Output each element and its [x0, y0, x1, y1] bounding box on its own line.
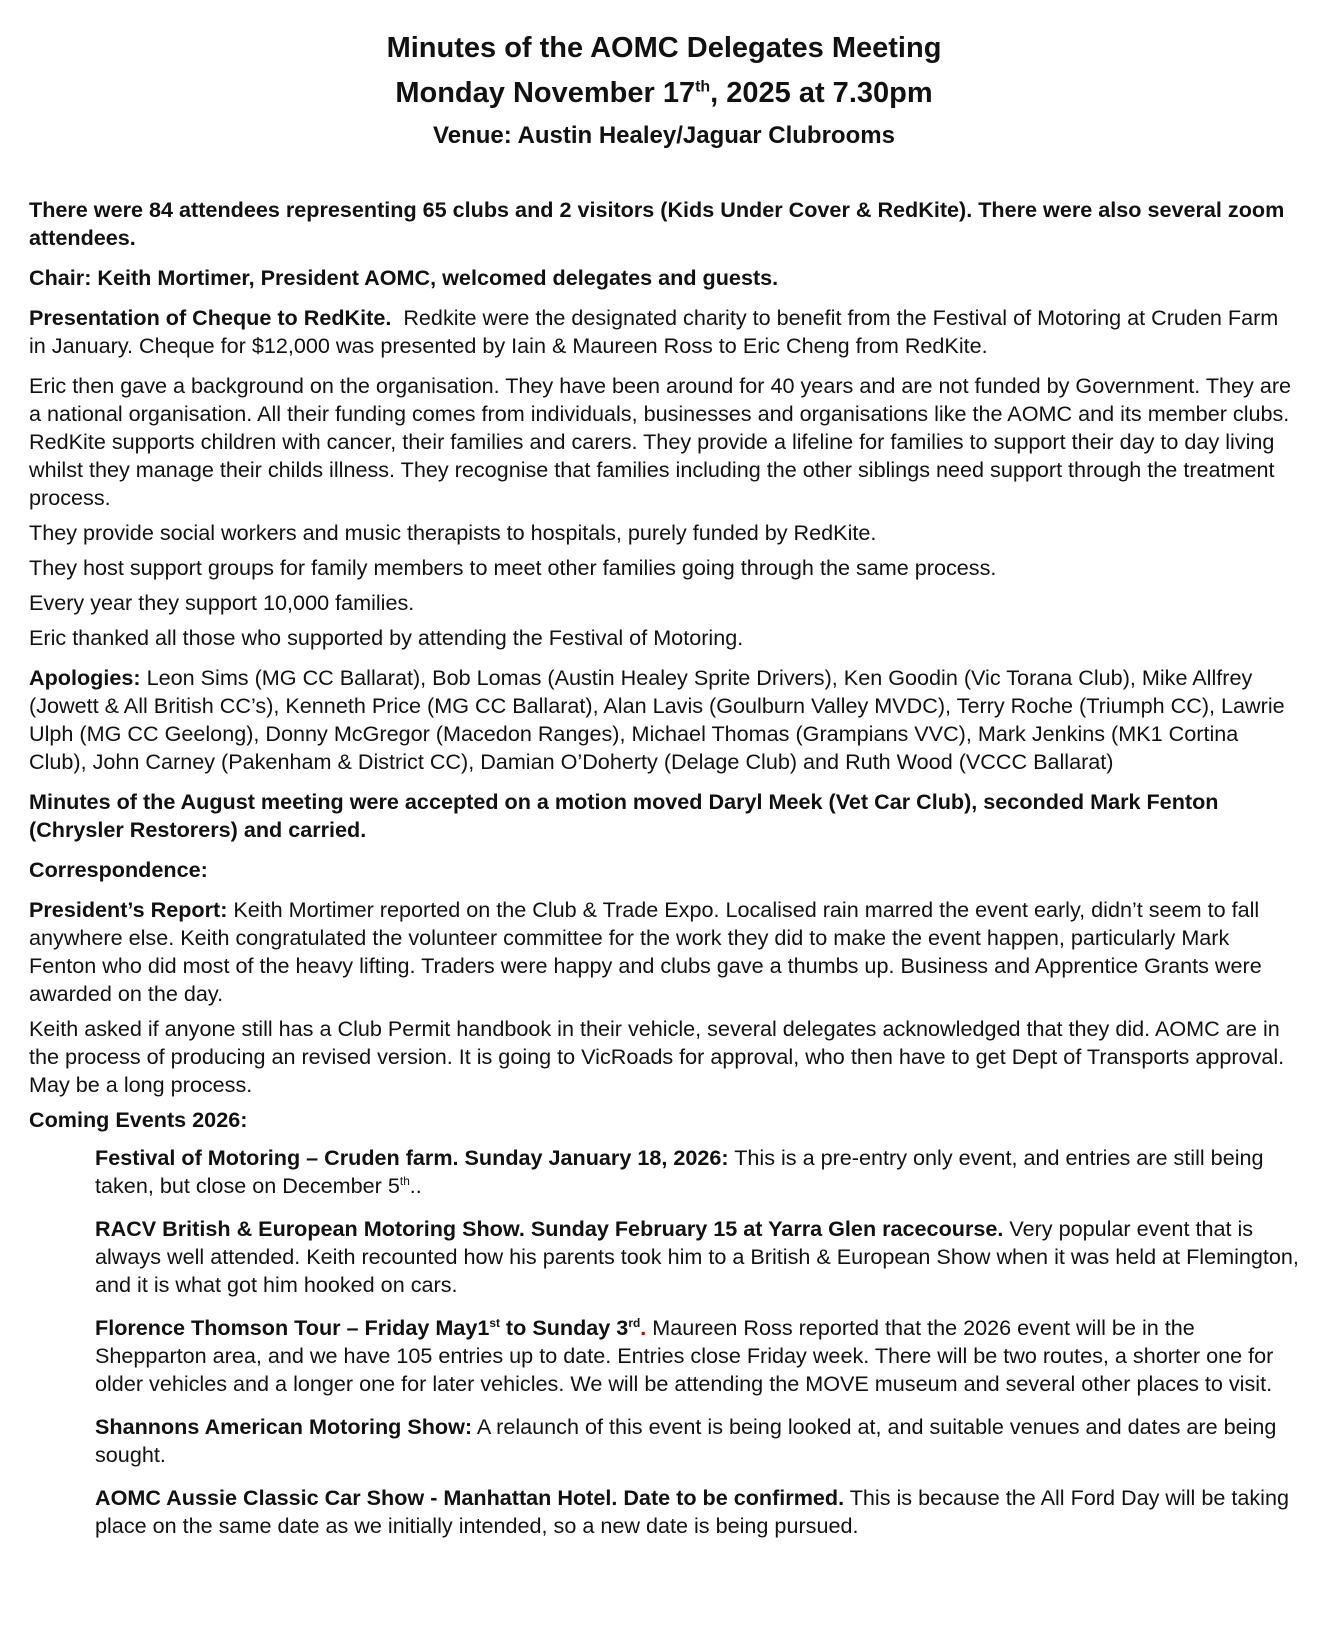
chair-paragraph: Chair: Keith Mortimer, President AOMC, welcomed delegates and guests. — [29, 265, 779, 290]
cheque-heading: Presentation of Cheque to RedKite. — [29, 305, 392, 330]
minutes-body — [29, 196, 1299, 1540]
event-festival-of-motoring: Festival of Motoring – Cruden farm. Sunday January 18, 2026: This is a pre-entry only event, and entries are still being taken, but close on December 5th.. — [95, 1145, 1264, 1198]
apologies-paragraph: Apologies: Leon Sims (MG CC Ballarat), Bob Lomas (Austin Healey Sprite Drivers), Ken Goodin (Vic Torana Club), Mike Allfrey (Jowett & All British CC’s), Kenneth Price (MG CC Ballarat), Alan Lavis (Goulburn Valley MVDC), Terry Roche (Triumph CC), Lawrie Ulph (MG CC Geelong), Donny McGregor (Macedon Ranges), Michael Thomas (Grampians VVC), Mark Jenkins (MK1 Cortina Club), John Carney (Pakenham & District CC), Damian O’Doherty (Delage Club) and Ruth Wood (VCCC Ballarat) — [29, 665, 1285, 774]
president-report-paragraph: President’s Report: Keith Mortimer reported on the Club & Trade Expo. Localised rain marred the event early, didn’t seem to fall anywhere else. Keith congratulated the volunteer committee for the work they did to make the event happen, particularly Mark Fenton who did most of the heavy lifting. Traders were happy and clubs gave a thumbs up. Business and Apprentice Grants were awarded on the day. — [29, 897, 1262, 1006]
meeting-venue: Venue: Austin Healey/Jaguar Clubrooms — [433, 122, 895, 149]
redkite-thanks-paragraph: Eric thanked all those who supported by attending the Festival of Motoring. — [29, 625, 744, 650]
document-title: Minutes of the AOMC Delegates Meeting — [386, 32, 942, 64]
minutes-motion-paragraph: Minutes of the August meeting were accepted on a motion moved Daryl Meek (Vet Car Club), seconded Mark Fenton (Chrysler Restorers) and carried. — [29, 789, 1219, 842]
redkite-background-paragraph: Eric then gave a background on the organisation. They have been around for 40 years and are not funded by Government. They are a national organisation. All their funding comes from individuals, businesses and organisations like the AOMC and its member clubs. RedKite supports children with cancer, their families and carers. They provide a lifeline for families to support their day to day living whilst they manage their childs illness. They recognise that families including the other siblings need support through the treatment process. — [29, 373, 1292, 510]
redkite-families-paragraph: Every year they support 10,000 families. — [29, 590, 415, 615]
apologies-heading: Apologies: — [29, 665, 141, 690]
club-permit-paragraph: Keith asked if anyone still has a Club Permit handbook in their vehicle, several delegates acknowledged that they did. AOMC are in the process of producing an revised version. It is going to VicRoads for approval, who then have to get Dept of Transports approval. May be a long process. — [29, 1016, 1285, 1097]
meeting-date: Monday November 17th, 2025 at 7.30pm — [395, 77, 933, 109]
minutes-page — [29, 26, 1299, 1555]
document-header — [29, 26, 1299, 156]
correspondence-paragraph: Correspondence: — [29, 857, 208, 882]
redkite-social-workers-paragraph: They provide social workers and music therapists to hospitals, purely funded by RedKite. — [29, 520, 877, 545]
attendance-paragraph: There were 84 attendees representing 65 clubs and 2 visitors (Kids Under Cover & RedKite). There were also several zoom attendees. — [29, 197, 1285, 250]
event-shannons-american-show: Shannons American Motoring Show: A relaunch of this event is being looked at, and suitable venues and dates are being sought. — [95, 1414, 1277, 1467]
cheque-paragraph: Presentation of Cheque to RedKite. Redkite were the designated charity to benefit from the Festival of Motoring at Cruden Farm in January. Cheque for $12,000 was presented by Iain & Maureen Ross to Eric Cheng from RedKite. — [29, 305, 1279, 358]
coming-events-heading: Coming Events 2026: — [29, 1107, 248, 1132]
redkite-support-groups-paragraph: They host support groups for family members to meet other families going through the same process. — [29, 555, 997, 580]
event-florence-thomson-tour: Florence Thomson Tour – Friday May1st to Sunday 3rd. Maureen Ross reported that the 2026 event will be in the Shepparton area, and we have 105 entries up to date. Entries close Friday week. There will be two routes, a shorter one for older vehicles and a longer one for later vehicles. We will be attending the MOVE museum and several other places to visit. — [95, 1315, 1274, 1396]
president-report-heading: President’s Report: — [29, 897, 228, 922]
coming-events-list — [29, 1144, 1299, 1540]
event-aussie-classic-car-show: AOMC Aussie Classic Car Show - Manhattan Hotel. Date to be confirmed. This is because the All Ford Day will be taking place on the same date as we initially intended, so a new date is being pursued. — [95, 1485, 1289, 1538]
event-racv-show: RACV British & European Motoring Show. Sunday February 15 at Yarra Glen racecourse. Very popular event that is always well attended. Keith recounted how his parents took him to a British & European Show when it was held at Flemington, and it is what got him hooked on cars. — [95, 1216, 1299, 1297]
